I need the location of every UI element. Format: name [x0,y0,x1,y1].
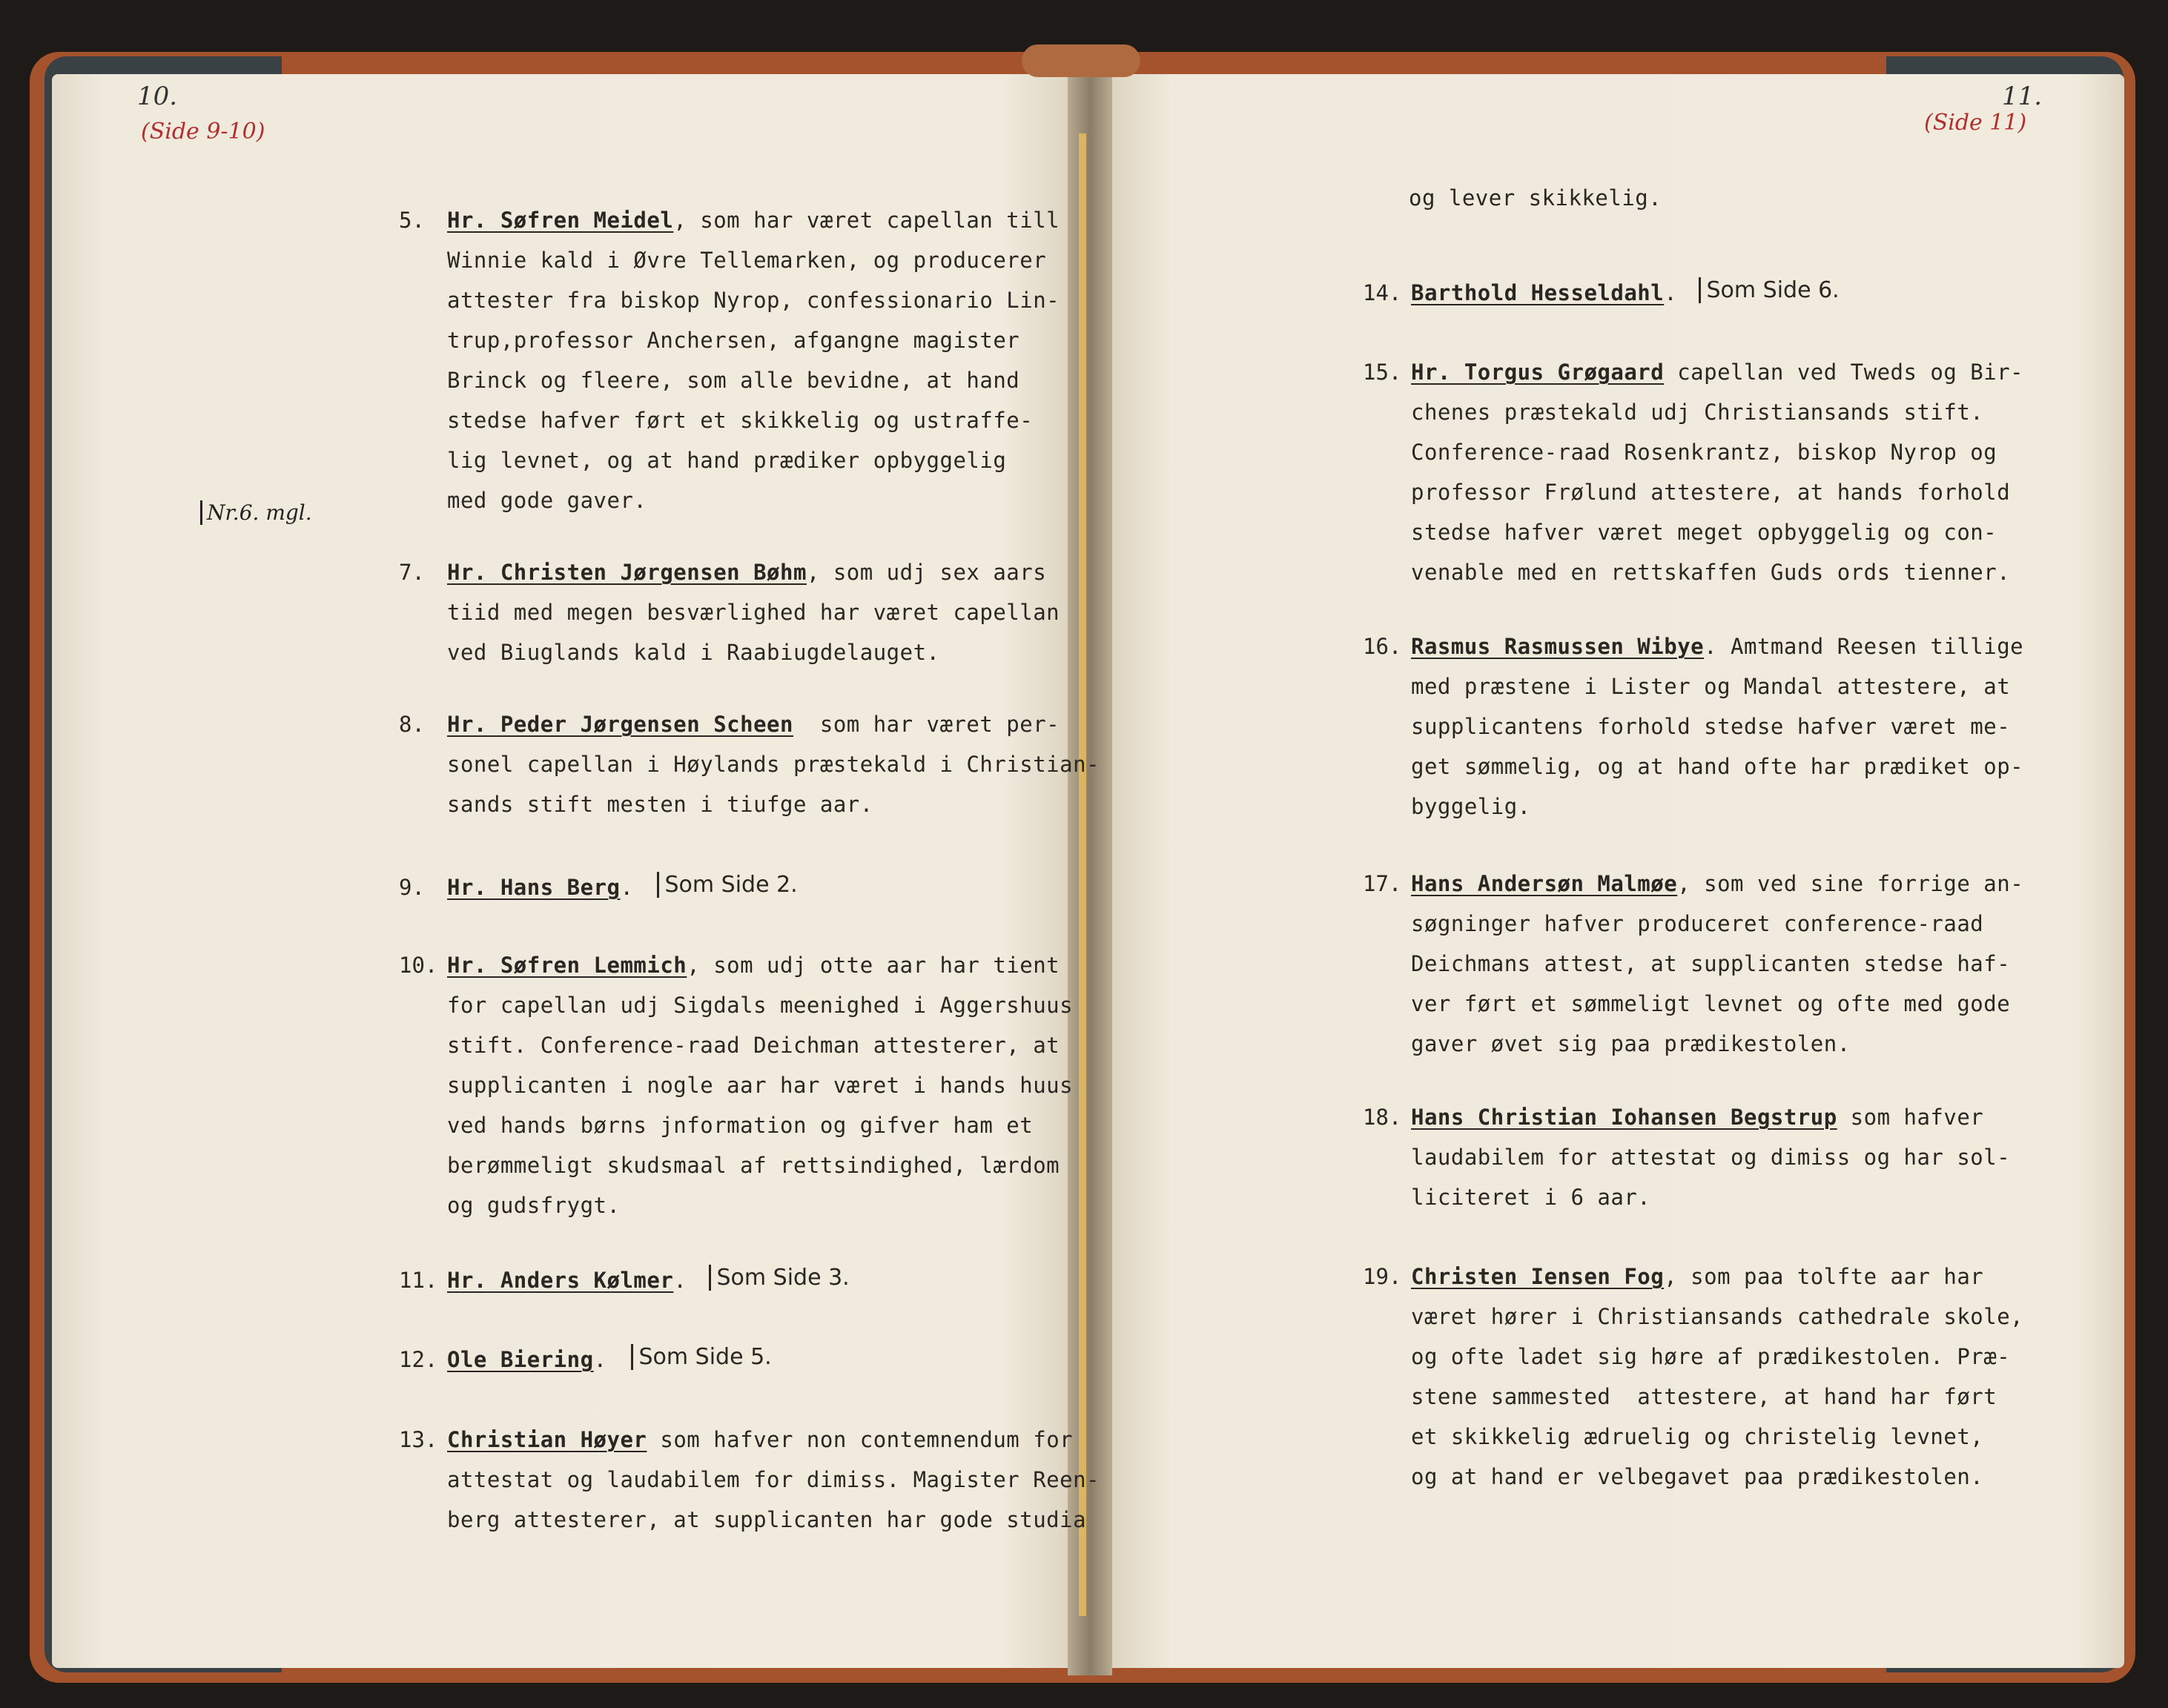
entry-first-line [1411,871,2023,896]
entry-first-line [1411,1264,1983,1289]
entry-first-line [447,208,1060,233]
entry-number: 8. [399,712,425,737]
entry-first-line [1411,1105,1983,1130]
entry-text-line: berg attesterer, at supplicanten har gode studia [447,1507,1087,1532]
entry-text-line: ver ført et sømmeligt levnet og ofte med gode [1411,991,2011,1016]
entry-name: Christen Iensen Fog [1411,1264,1665,1289]
entry-punctuation: . [593,1347,607,1372]
entry-text-line: med gode gaver. [447,488,647,513]
entry-name: Hr. Søfren Meidel [447,208,674,233]
page-number-left: 10. [137,82,178,111]
entry-name: Hr. Torgus Grøgaard [1411,360,1665,385]
entry-text-line: stift. Conference-raad Deichman attesterer, at [447,1033,1060,1058]
entry-name: Rasmus Rasmussen Wibye [1411,634,1705,659]
glue-strip [1079,133,1086,1616]
entry-first-line [1411,280,1677,305]
entry-text-line: get sømmelig, og at hand ofte har prædiket op- [1411,754,2024,779]
entry-name: Christian Høyer [447,1427,647,1452]
entry-text-line: trup,professor Anchersen, afgangne magister [447,328,1020,353]
entry-text-line: ved hands børns jnformation og gifver ham et [447,1113,1034,1138]
entry-number: 16. [1363,634,1402,659]
page-number-right: 11. [2002,82,2043,111]
entry-name: Hr. Christen Jørgensen Bøhm [447,560,807,585]
entry-number: 15. [1363,360,1402,385]
cross-reference: Som Side 2. [657,872,798,898]
entry-text-line: søgninger hafver produceret conference-raad [1411,911,1984,936]
entry-text-line: professor Frølund attestere, at hands forhold [1411,480,2011,505]
spine-bead [1022,44,1140,77]
entry-number: 17. [1363,871,1402,896]
entry-text-line: og gudsfrygt. [447,1193,621,1218]
entry-text-line: stene sammested attestere, at hand har ført [1411,1384,1997,1409]
entry-text: som hafver [1837,1105,1984,1130]
entry-number: 5. [399,208,425,233]
entry-text-line: supplicantens forhold stedse hafver været me- [1411,714,2011,739]
entry-text-line: tiid med megen besværlighed har været capellan [447,600,1060,625]
entry-number: 12. [399,1347,438,1372]
entry-text-line: været hører i Christiansands cathedrale skole, [1411,1304,2024,1329]
entry-name: Hans Christian Iohansen Begstrup [1411,1105,1837,1130]
entry-text-line: for capellan udj Sigdals meenighed i Aggershuus [447,993,1074,1018]
entry-text-line: med præstene i Lister og Mandal attestere, at [1411,674,2011,699]
entry-text-line: Conference-raad Rosenkrantz, biskop Nyrop og [1411,440,1997,465]
entry-first-line [1411,360,2023,385]
entry-first-line [447,875,633,900]
entry-punctuation: . [1664,280,1678,305]
entry-punctuation: . [620,875,634,900]
entry-text-line: Brinck og fleere, som alle bevidne, at hand [447,368,1020,393]
entry-text-line: stedse hafver ført et skikkelig og ustraffe- [447,408,1034,433]
cross-reference: Som Side 6. [1699,277,1840,303]
entry-text-line: og ofte ladet sig høre af prædikestolen. Præ- [1411,1344,2011,1369]
entry-text-line: Winnie kald i Øvre Tellemarken, og producerer [447,248,1047,273]
entry-text-line: sands stift mesten i tiufge aar. [447,792,873,817]
entry-name: Hr. Søfren Lemmich [447,953,687,978]
entry-name: Hr. Anders Kølmer [447,1268,674,1293]
entry-text-line: Deichmans attest, at supplicanten stedse haf- [1411,951,2011,976]
cross-reference: Som Side 3. [709,1265,850,1291]
entry-number: 14. [1363,280,1402,305]
entry-text: , som paa tolfte aar har [1664,1264,1984,1289]
entry-text-line: ved Biuglands kald i Raabiugdelauget. [447,640,940,665]
book-gutter [1068,44,1112,1675]
entry-text-line: gaver øvet sig paa prædikestolen. [1411,1031,1851,1056]
entry-text-line: chenes præstekald udj Christiansands stift. [1411,400,1984,425]
entry-text-line: attester fra biskop Nyrop, confessionario Lin- [447,288,1060,313]
entry-text-line: berømmeligt skudsmaal af rettsindighed, lærdom [447,1153,1060,1178]
entry-first-line [1411,634,2023,659]
entry-text-line: stedse hafver været meget opbyggelig og con- [1411,520,1997,545]
entry-name: Hr. Hans Berg [447,875,621,900]
entry-text-line: og at hand er velbegavet paa prædikestolen. [1411,1464,1984,1489]
entry-number: 19. [1363,1264,1402,1289]
entry-name: Barthold Hesseldahl [1411,280,1665,305]
entry-text-line: lig levnet, og at hand prædiker opbyggelig [447,448,1007,473]
entry-number: 18. [1363,1105,1402,1130]
entry-text-line: et skikkelig ædruelig og christelig levnet, [1411,1424,1984,1449]
entry-first-line [447,953,1060,978]
entry-first-line [447,1427,1073,1452]
entry-punctuation: . [673,1268,687,1293]
entry-first-line [447,1268,687,1293]
entry-first-line [447,560,1046,585]
entry-text: , som udj sex aars [806,560,1047,585]
entry-text: , som udj otte aar har tient [687,953,1060,978]
entry-number: 7. [399,560,425,585]
entry-text-line: byggelig. [1411,794,1531,819]
entry-text: , som har været capellan till [673,208,1060,233]
entry-text-line: liciteret i 6 aar. [1411,1185,1651,1210]
entry-text-line: sonel capellan i Høylands præstekald i Christian- [447,752,1100,777]
entry-number: 13. [399,1427,438,1452]
entry-name: Ole Biering [447,1347,594,1372]
entry-number: 9. [399,875,425,900]
entry-text-line: supplicanten i nogle aar har været i hands huus [447,1073,1074,1098]
cross-reference: Som Side 5. [631,1344,772,1370]
entry-number: 11. [399,1268,438,1293]
entry-text-line: laudabilem for attestat og dimiss og har sol- [1411,1145,2011,1170]
entry-text-line: venable med en rettskaffen Guds ords tienner. [1411,560,2011,585]
red-reference-right: (Side 11) [1924,110,2027,136]
entry-text: capellan ved Tweds og Bir- [1664,360,2024,385]
entry-text: som hafver non contemnendum for [647,1427,1074,1452]
entry-first-line [447,712,1060,737]
entry-first-line [447,1347,607,1372]
entry-number: 10. [399,953,438,978]
entry-name: Hans Andersøn Malmøe [1411,871,1678,896]
entry-text: . Amtmand Reesen tillige [1704,634,2024,659]
margin-note-missing: Nr.6. mgl. [200,500,312,525]
red-reference-left: (Side 9-10) [141,119,265,145]
entry-text: , som ved sine forrige an- [1677,871,2024,896]
entry-text: som har været per- [793,712,1060,737]
entry-name: Hr. Peder Jørgensen Scheen [447,712,793,737]
entry-text-line: attestat og laudabilem for dimiss. Magister Reen- [447,1467,1100,1492]
continuation-line: og lever skikkelig. [1409,185,1662,211]
